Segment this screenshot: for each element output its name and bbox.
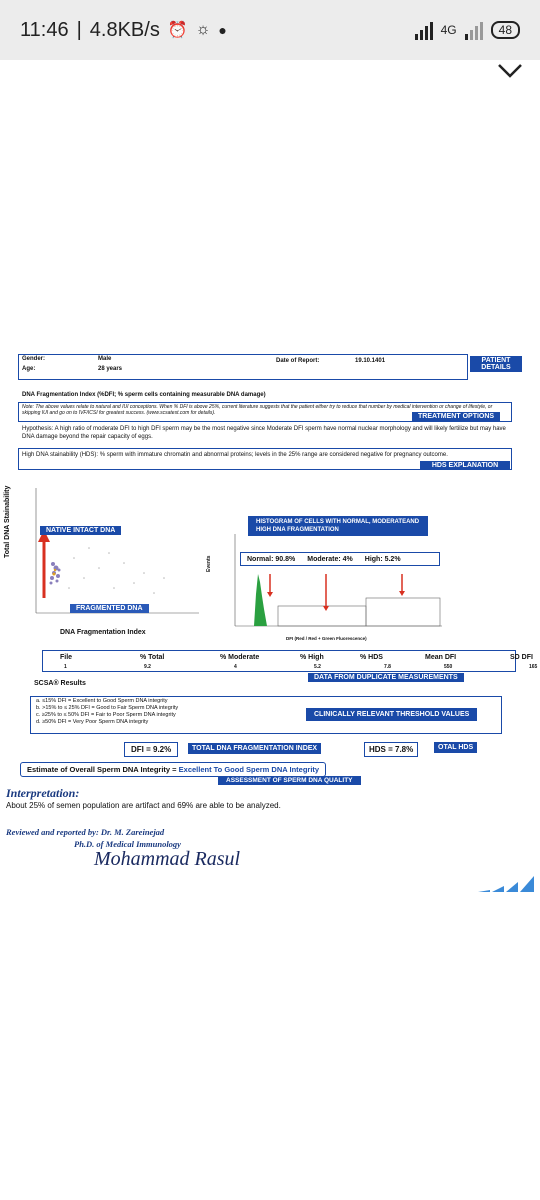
- y-axis-label: Total DNA Stainability: [4, 485, 11, 558]
- hypothesis-text: Hypothesis: A high ratio of moderate DFI to high DFI sperm may be the most negative since Moderate DFI sperm have normal nuclear morphology and will likely fertilize but may have DNA damage beyond the repair capacity of eggs.: [22, 426, 506, 440]
- moderate-value: Moderate: 4%: [307, 555, 353, 563]
- signal-icon: [415, 20, 433, 40]
- reviewer: Reviewed and reported by: Dr. M. Zareinejad: [6, 827, 165, 837]
- header-sd: SD DFI: [510, 654, 533, 661]
- chevron-down-icon[interactable]: [496, 58, 524, 82]
- range-b: b. >15% to ≤ 25% DFI = Good to Fair Sperm DNA integrity: [36, 705, 179, 711]
- weather-icon: ☼: [195, 21, 211, 38]
- note-text: Note: The above values relate to natural and IUI conceptions. When % DFI is above 25%, current literature suggests that the patient either try to reduce that number by medical intervention or change of lifestyle, or skipping IUI and go on to IVF/ICSI for greatest success. (www.scsatest.com for details).: [18, 402, 512, 422]
- treatment-tag: TREATMENT OPTIONS: [412, 412, 500, 421]
- x-axis-label: DNA Fragmentation Index: [60, 629, 146, 636]
- value-hds: 7.8: [384, 664, 391, 670]
- value-high: 5.2: [314, 664, 321, 670]
- range-d: d. ≥50% DFI = Very Poor Sperm DNA integrity: [36, 719, 149, 725]
- value-file: 1: [64, 664, 67, 670]
- hds-explanation-tag: HDS EXPLANATION: [420, 461, 510, 470]
- value-moderate: 4: [234, 664, 237, 670]
- header-file: File: [60, 654, 73, 661]
- header-total: % Total: [140, 654, 165, 661]
- header-moderate: % Moderate: [220, 654, 260, 661]
- assessment-tag: ASSESSMENT OF SPERM DNA QUALITY: [218, 776, 361, 785]
- reviewer-degree: Ph.D. of Medical Immunology: [74, 839, 181, 849]
- value-total: 9.2: [144, 664, 151, 670]
- date-value: 19.10.1401: [355, 358, 386, 364]
- native-dna-tag: NATIVE INTACT DNA: [40, 526, 121, 535]
- gender-value: Male: [98, 356, 112, 362]
- hds-value: HDS = 7.8%: [364, 742, 418, 757]
- report-document: [0, 348, 540, 908]
- network-type: 4G: [440, 23, 457, 37]
- age-label: Age:: [22, 366, 36, 372]
- integrity-estimate: Estimate of Overall Sperm DNA Integrity = Excellent To Good Sperm DNA Integrity: [20, 762, 326, 777]
- normal-value: Normal: 90.8%: [247, 555, 296, 563]
- header-mean: Mean DFI: [425, 654, 457, 661]
- alarm-icon: ⏰: [167, 22, 188, 39]
- total-dfi-tag: TOTAL DNA FRAGMENTATION INDEX: [188, 743, 321, 754]
- scsa-results: SCSA® Results: [34, 680, 86, 687]
- corner-stripes: [478, 872, 538, 892]
- gender-label: Gender:: [22, 356, 46, 362]
- dfi-value: DFI = 9.2%: [124, 742, 178, 757]
- signal2-icon: [465, 20, 483, 40]
- events-label: Events: [206, 555, 212, 572]
- dfi-title: DNA Fragmentation Index (%DFI; % sperm cells containing measurable DNA damage): [22, 392, 266, 398]
- interpretation-text: About 25% of semen population are artifact and 69% are able to be analyzed.: [6, 801, 281, 810]
- network-speed: 4.8KB/s: [89, 18, 160, 41]
- range-a: a. ≤15% DFI = Excellent to Good Sperm DNA integrity: [36, 698, 168, 704]
- status-bar: 11:46 | 4.8KB/s ⏰ ☼ ● 4G 48: [0, 0, 540, 60]
- header-hds: % HDS: [360, 654, 383, 661]
- threshold-tag: CLINICALLY RELEVANT THRESHOLD VALUES: [306, 708, 477, 721]
- total-hds-tag: OTAL HDS: [434, 742, 477, 753]
- range-c: c. ≥25% to ≤ 50% DFI = Fair to Poor Sperm DNA integrity: [36, 712, 176, 718]
- hds-text: High DNA stainability (HDS): % sperm with immature chromatin and abnormal proteins; levels in the 25% range are considered negative for pregnancy outcome.: [18, 448, 512, 470]
- histogram-chart: [230, 534, 445, 634]
- patient-details-tag: PATIENT DETAILS: [470, 356, 522, 372]
- fragmented-dna-tag: FRAGMENTED DNA: [70, 604, 149, 613]
- threshold-list: [36, 698, 178, 726]
- signature: Mohammad Rasul: [94, 848, 241, 870]
- clock: 11:46: [20, 18, 69, 41]
- value-sd: 165: [529, 664, 538, 670]
- header-high: % High: [300, 654, 324, 661]
- age-value: 28 years: [98, 366, 123, 372]
- high-value: High: 5.2%: [364, 555, 401, 563]
- duplicate-tag: DATA FROM DUPLICATE MEASUREMENTS: [308, 673, 464, 682]
- interpretation-title: Interpretation:: [6, 786, 80, 800]
- notification-icon: ●: [218, 22, 227, 38]
- date-label: Date of Report:: [276, 358, 320, 364]
- battery-icon: 48: [491, 21, 520, 39]
- histogram-title: HISTOGRAM OF CELLS WITH NORMAL, MODERATEAND HIGH DNA FRAGMENTATION: [248, 516, 428, 536]
- histogram-x-label: DFI (Red / Red + Green Fluorescence): [286, 636, 367, 641]
- value-mean: 550: [444, 664, 453, 670]
